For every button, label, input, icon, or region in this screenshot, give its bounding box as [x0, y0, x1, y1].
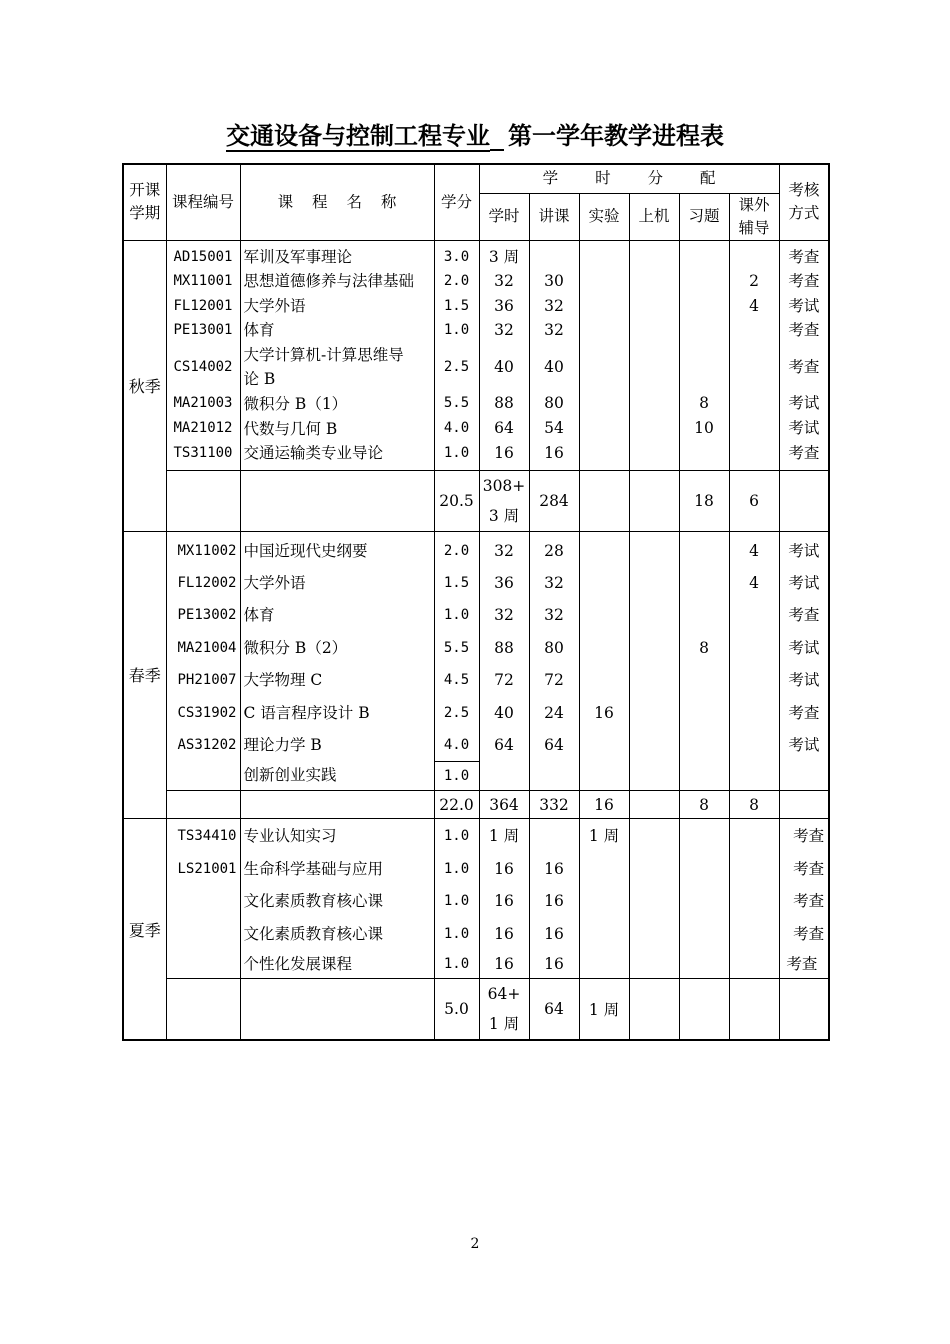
- autumn-total-row: [123, 470, 829, 531]
- spring-total-name: [240, 791, 434, 819]
- spring-total-tutoring: 8: [729, 791, 779, 819]
- spring-total-assessment: [779, 791, 829, 819]
- summer-assessment: 考查 考查 考查 考查 考查: [779, 819, 829, 979]
- spring-assessment: 考试 考试 考查 考试 考试 考查 考试: [779, 531, 829, 791]
- autumn-hours: 3 周 32 36 32 40 88 64 16: [479, 240, 529, 470]
- autumn-total-lecture: 284: [529, 470, 579, 531]
- summer-credits: 1.0 1.0 1.0 1.0 1.0: [434, 819, 479, 979]
- autumn-total-lab: [579, 470, 629, 531]
- summer-names: 专业认知实习 生命科学基础与应用 文化素质教育核心课 文化素质教育核心课 个性化发展课程: [240, 819, 434, 979]
- page-title: [0, 116, 950, 151]
- header-computer: 上机: [629, 193, 679, 240]
- autumn-total-assessment: [779, 470, 829, 531]
- summer-total-lecture: 64: [529, 978, 579, 1040]
- summer-hours: 1 周 16 16 16 16: [479, 819, 529, 979]
- spring-total-lecture: 332: [529, 791, 579, 819]
- spring-total-code: [166, 791, 240, 819]
- spring-lecture: 28 32 32 80 72 24 64: [529, 531, 579, 791]
- summer-codes: TS34410 LS21001: [166, 819, 240, 979]
- summer-lecture: 16 16 16 16: [529, 819, 579, 979]
- spring-tutoring: 4 4: [729, 531, 779, 791]
- summer-total-computer: [629, 978, 679, 1040]
- summer-total-exercise: [679, 978, 729, 1040]
- summer-total-name: [240, 978, 434, 1040]
- summer-total-assessment: [779, 978, 829, 1040]
- title-table-name: 第一学年教学进程表: [508, 122, 724, 150]
- autumn-courses-row: [123, 240, 829, 470]
- spring-lab: 16: [579, 531, 629, 791]
- summer-total-row: [123, 978, 829, 1040]
- autumn-lecture: 30 32 32 40 80 54 16: [529, 240, 579, 470]
- header-course-code: 课程编号: [166, 164, 240, 240]
- semester-summer: 夏季: [123, 819, 166, 1041]
- header-credits: 学分: [434, 164, 479, 240]
- spring-codes: MX11002 FL12002 PE13002 MA21004 PH21007 CS31902 AS31202: [166, 531, 240, 791]
- header-hours-group: 学 时 分 配: [479, 164, 779, 193]
- semester-spring: 春季: [123, 531, 166, 819]
- autumn-assessment: 考查 考查 考试 考查 考查 考试 考试 考查: [779, 240, 829, 470]
- title-underline-gap: [490, 148, 504, 151]
- autumn-total-credits: 20.5: [434, 470, 479, 531]
- spring-hours: 32 36 32 88 72 40 64: [479, 531, 529, 791]
- spring-total-exercise: 8: [679, 791, 729, 819]
- summer-tutoring: [729, 819, 779, 979]
- spring-courses-row: [123, 531, 829, 791]
- header-lecture: 讲课: [529, 193, 579, 240]
- summer-total-tutoring: [729, 978, 779, 1040]
- semester-autumn: 秋季: [123, 240, 166, 531]
- header-exercise: 习题: [679, 193, 729, 240]
- spring-credits: 2.0 1.5 1.0 5.5 4.5 2.5 4.0 1.0: [434, 531, 479, 791]
- summer-total-hours: 64+ 1 周: [479, 978, 529, 1040]
- summer-total-credits: 5.0: [434, 978, 479, 1040]
- spring-total-hours: 364: [479, 791, 529, 819]
- autumn-total-hours: 308+ 3 周: [479, 470, 529, 531]
- header-row-1: [123, 164, 829, 193]
- page-number: 2: [470, 1236, 480, 1252]
- summer-total-lab: 1 周: [579, 978, 629, 1040]
- spring-total-lab: 16: [579, 791, 629, 819]
- header-lab: 实验: [579, 193, 629, 240]
- summer-total-code: [166, 978, 240, 1040]
- header-course-name: 课 程 名 称: [240, 164, 434, 240]
- spring-names: 中国近现代史纲要 大学外语 体育 微积分 B（2） 大学物理 C C 语言程序设计 B 理论力学 B 创新创业实践: [240, 531, 434, 791]
- header-hours: 学时: [479, 193, 529, 240]
- autumn-exercise: 8 10: [679, 240, 729, 470]
- spring-computer: [629, 531, 679, 791]
- autumn-credits: 3.0 2.0 1.5 1.0 2.5 5.5 4.0 1.0: [434, 240, 479, 470]
- header-semester: 开课 学期: [123, 164, 166, 240]
- autumn-tutoring: 2 4: [729, 240, 779, 470]
- schedule-table: [122, 163, 830, 1041]
- summer-exercise: [679, 819, 729, 979]
- spring-total-row: [123, 791, 829, 819]
- spring-total-credits: 22.0: [434, 791, 479, 819]
- autumn-lab: [579, 240, 629, 470]
- autumn-total-name: [240, 470, 434, 531]
- header-tutoring: 课外 辅导: [729, 193, 779, 240]
- summer-lab: 1 周: [579, 819, 629, 979]
- spring-exercise: 8: [679, 531, 729, 791]
- summer-computer: [629, 819, 679, 979]
- summer-courses-row: [123, 819, 829, 979]
- spring-total-computer: [629, 791, 679, 819]
- autumn-total-exercise: 18: [679, 470, 729, 531]
- autumn-names: 军训及军事理论 思想道德修养与法律基础 大学外语 体育 大学计算机-计算思维导 论 B 微积分 B（1） 代数与几何 B 交通运输类专业导论: [240, 240, 434, 470]
- autumn-total-tutoring: 6: [729, 470, 779, 531]
- autumn-computer: [629, 240, 679, 470]
- autumn-total-computer: [629, 470, 679, 531]
- autumn-codes: AD15001 MX11001 FL12001 PE13001 CS14002 MA21003 MA21012 TS31100: [166, 240, 240, 470]
- title-major: 交通设备与控制工程专业: [226, 122, 490, 150]
- header-assessment: 考核 方式: [779, 164, 829, 240]
- autumn-total-code: [166, 470, 240, 531]
